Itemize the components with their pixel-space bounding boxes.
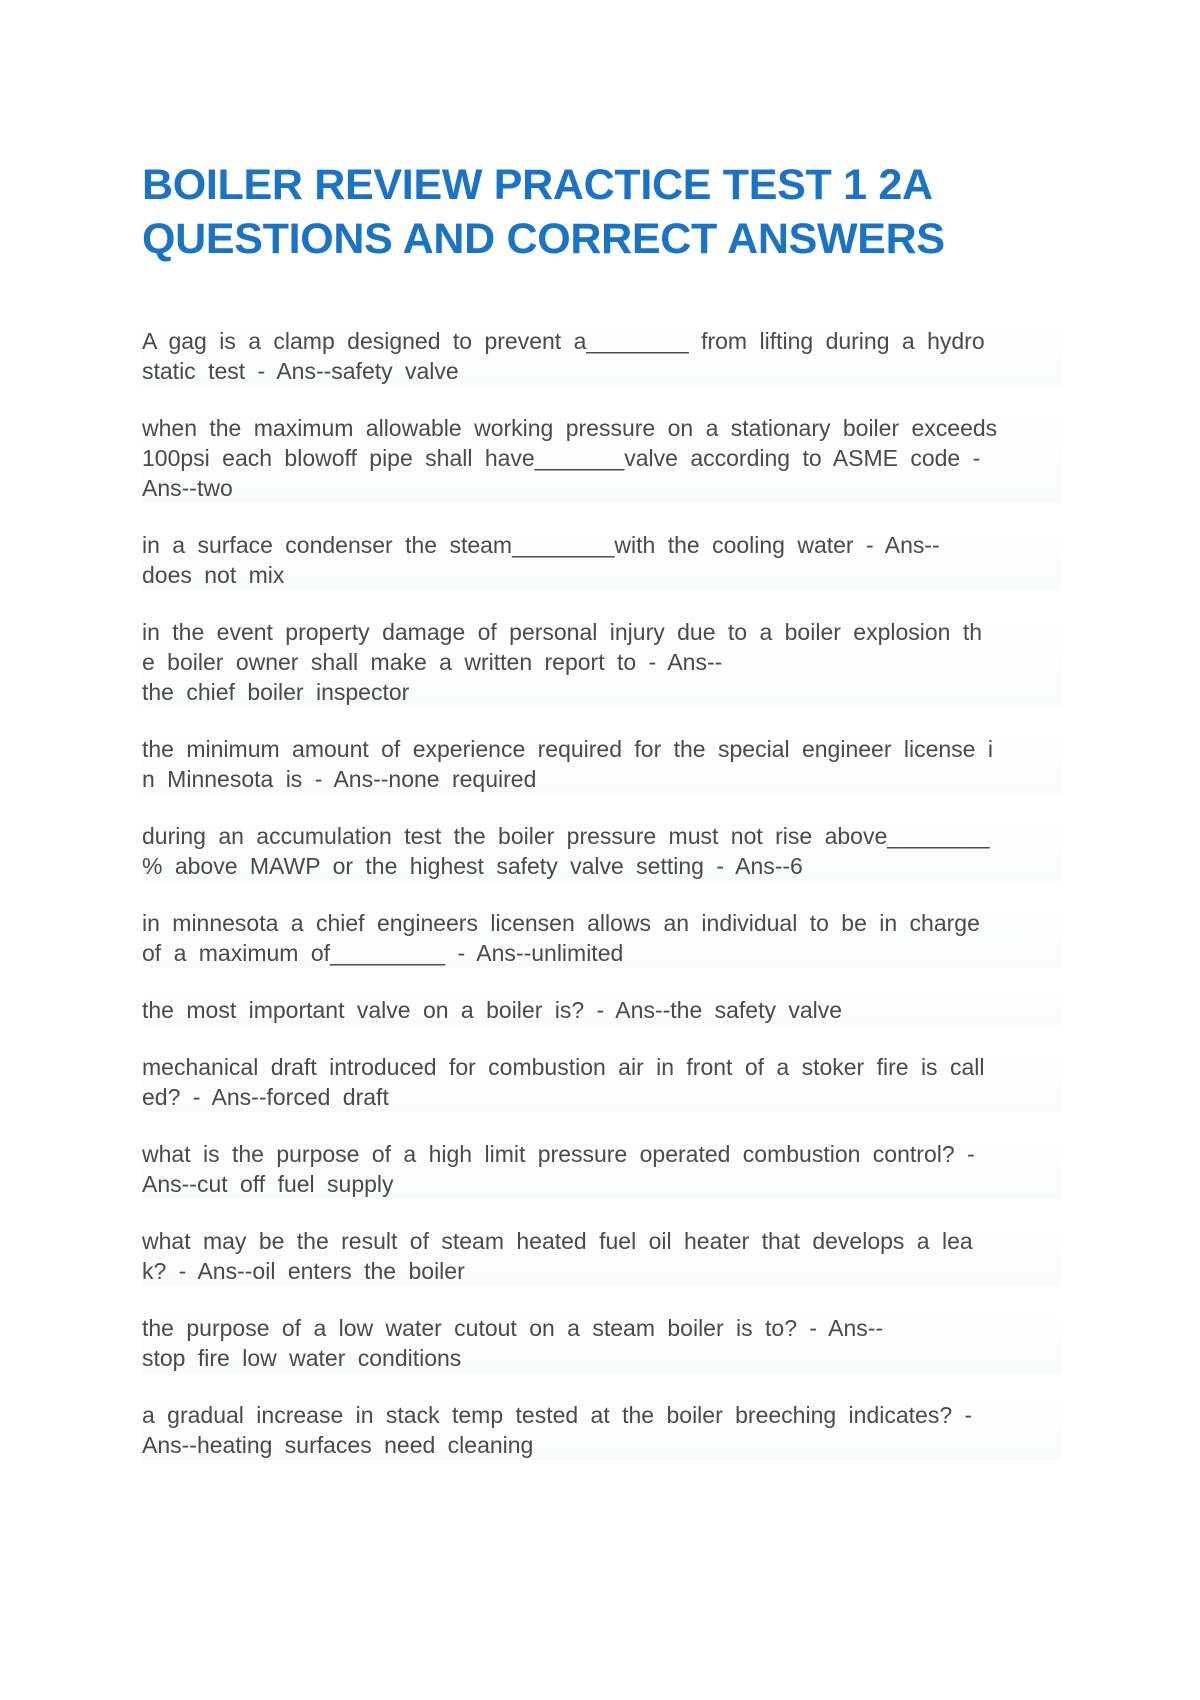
qa-item-10: what is the purpose of a high limit pressure operated combustion control? - Ans--cut off fuel supply bbox=[142, 1139, 1062, 1199]
qa-item-11: what may be the result of steam heated fuel oil heater that develops a lea k? - Ans--oil enters the boiler bbox=[142, 1226, 1062, 1286]
title-line-2: QUESTIONS AND CORRECT ANSWERS bbox=[142, 215, 945, 263]
qa-item-5: the minimum amount of experience required for the special engineer license i n Minnesota is - Ans--none required bbox=[142, 734, 1062, 794]
qa-item-3: in a surface condenser the steam________with the cooling water - Ans-- does not mix bbox=[142, 530, 1062, 590]
title-line-1: BOILER REVIEW PRACTICE TEST 1 2A bbox=[142, 161, 933, 209]
qa-item-1: A gag is a clamp designed to prevent a________ from lifting during a hydro static test - Ans--safety valve bbox=[142, 326, 1062, 386]
qa-item-6: during an accumulation test the boiler pressure must not rise above________ % above MAWP or the highest safety valve setting - Ans--6 bbox=[142, 821, 1062, 881]
question-answer-list bbox=[142, 326, 1062, 1460]
qa-item-13: a gradual increase in stack temp tested at the boiler breeching indicates? - Ans--heating surfaces need cleaning bbox=[142, 1400, 1062, 1460]
qa-item-4: in the event property damage of personal injury due to a boiler explosion th e boiler owner shall make a written report to - Ans-- the chief boiler inspector bbox=[142, 617, 1062, 707]
qa-item-8: the most important valve on a boiler is? - Ans--the safety valve bbox=[142, 995, 1062, 1025]
qa-item-2: when the maximum allowable working pressure on a stationary boiler exceeds 100psi each blowoff pipe shall have_______valve according to ASME code - Ans--two bbox=[142, 413, 1062, 503]
document-page bbox=[142, 158, 1062, 1487]
qa-item-9: mechanical draft introduced for combustion air in front of a stoker fire is call ed? - Ans--forced draft bbox=[142, 1052, 1062, 1112]
qa-item-12: the purpose of a low water cutout on a steam boiler is to? - Ans-- stop fire low water conditions bbox=[142, 1313, 1062, 1373]
qa-item-7: in minnesota a chief engineers licensen allows an individual to be in charge of a maximum of_________ - Ans--unlimited bbox=[142, 908, 1062, 968]
document-title bbox=[142, 158, 1062, 266]
